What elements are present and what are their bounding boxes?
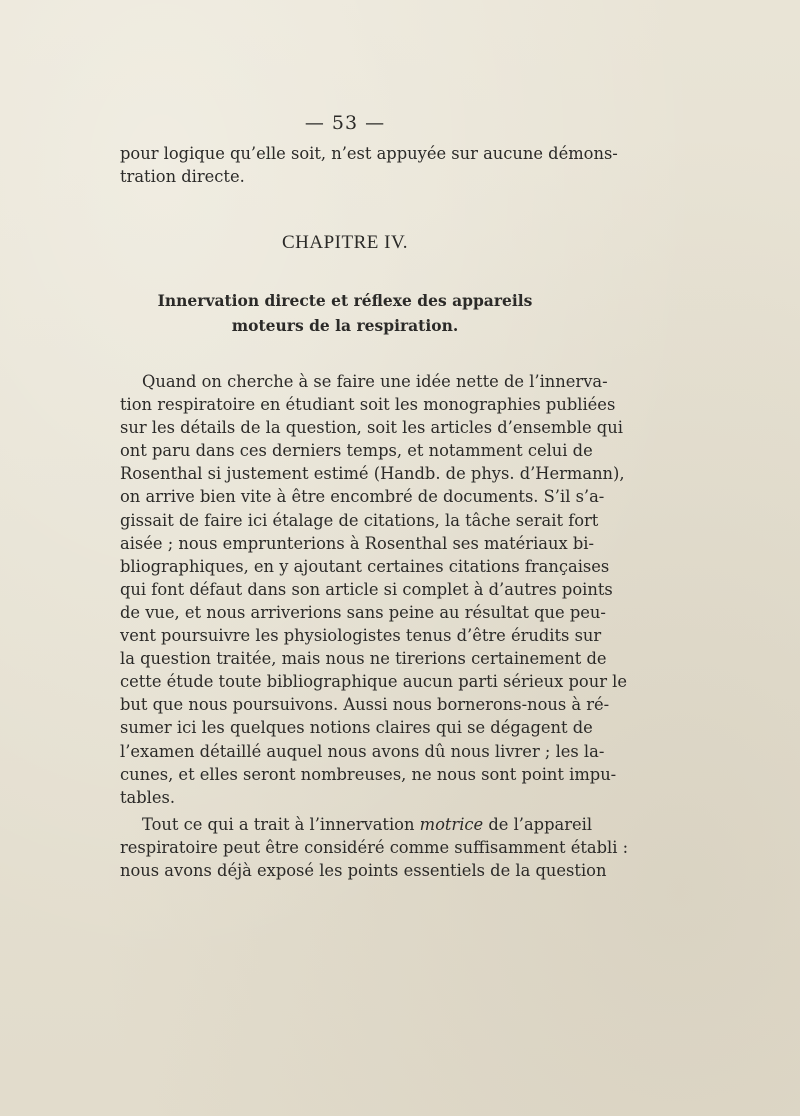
- text-line: respiratoire peut être considéré comme suffisamment établi :: [120, 838, 629, 858]
- text-line: on arrive bien vite à être encombré de documents. S’il s’a-: [120, 487, 605, 507]
- text-line: vent poursuivre les physiologistes tenus d’être érudits sur: [120, 626, 602, 646]
- text-fragment: Tout ce qui a trait à l’innervation: [142, 815, 420, 834]
- text-fragment: de l’appareil: [483, 815, 593, 834]
- paragraph-2: [120, 813, 629, 882]
- text-line: cette étude toute bibliographique aucun parti sérieux pour le: [120, 672, 628, 692]
- emphasis-text: motrice: [419, 815, 484, 834]
- text-line: pour logique qu’elle soit, n’est appuyée sur aucune démons-: [120, 144, 618, 163]
- text-line: qui font défaut dans son article si complet à d’autres points: [120, 579, 613, 599]
- text-line: sur les détails de la question, soit les articles d’ensemble qui: [120, 418, 623, 438]
- text-line: de vue, et nous arriverions sans peine au résultat que peu-: [120, 602, 606, 622]
- text-line: gissait de faire ici étalage de citations, la tâche serait fort: [120, 510, 599, 530]
- chapter-title: CHAPITRE IV.: [282, 232, 408, 253]
- text-line: aisée ; nous emprunterions à Rosenthal ses matériaux bi-: [120, 533, 594, 553]
- text-line: tration directe.: [120, 167, 245, 187]
- text-line: Quand on cherche à se faire une idée nette de l’innerva-: [142, 372, 608, 391]
- intro-paragraph: [120, 142, 618, 188]
- text-line: bliographiques, en y ajoutant certaines citations françaises: [120, 556, 610, 576]
- text-line: cunes, et elles seront nombreuses, ne nous sont point impu-: [120, 764, 617, 784]
- text-line: sumer ici les quelques notions claires qui se dégagent de: [120, 718, 593, 738]
- text-line: ont paru dans ces derniers temps, et notamment celui de: [120, 441, 593, 461]
- text-line: nous avons déjà exposé les points essentiels de la question: [120, 861, 607, 881]
- text-line: tion respiratoire en étudiant soit les monographies publiées: [120, 395, 616, 415]
- section-title: [120, 288, 570, 338]
- page-number: — 53 —: [304, 112, 386, 134]
- text-line: tables.: [120, 787, 176, 807]
- section-title-line: moteurs de la respiration.: [231, 316, 459, 335]
- section-title-line: Innervation directe et réflexe des appareils: [157, 291, 533, 310]
- text-line: l’examen détaillé auquel nous avons dû nous livrer ; les la-: [120, 741, 605, 761]
- text-line: Rosenthal si justement estimé (Handb. de phys. d’Hermann),: [120, 464, 625, 484]
- text-line: but que nous poursuivons. Aussi nous bornerons-nous à ré-: [120, 695, 610, 715]
- text-line: la question traitée, mais nous ne tirerions certainement de: [120, 649, 607, 669]
- text-line: [120, 813, 593, 836]
- paragraph-1: [120, 370, 628, 809]
